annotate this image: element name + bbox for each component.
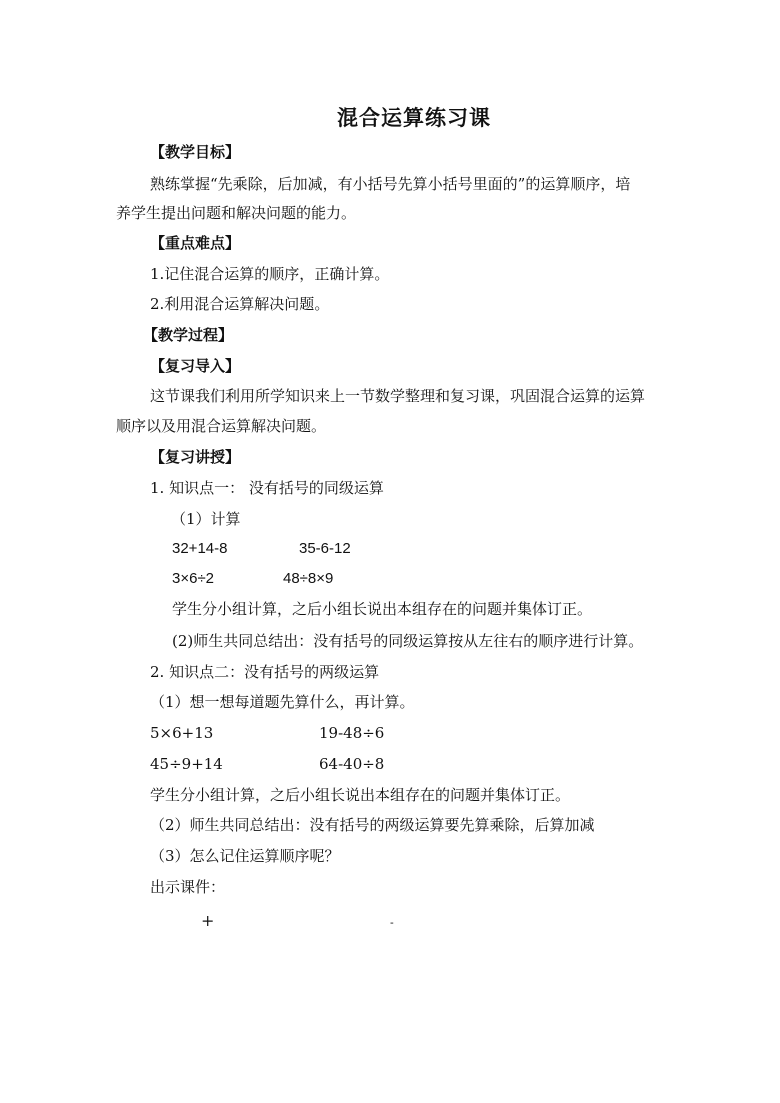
expression-5: 5×6+13 — [150, 724, 214, 742]
expression-2: 35-6-12 — [299, 540, 351, 557]
difficulties-heading: 【重点难点】 — [150, 234, 241, 252]
process-heading: 【教学过程】 — [143, 326, 234, 344]
expression-8: 64-40÷8 — [319, 755, 385, 773]
summary-point-1: (2)师生共同总结出：没有括号的同级运算按从左往右的顺序进行计算。 — [172, 632, 644, 650]
knowledge-point-2-sub1: （1）想一想每道题先算什么，再计算。 — [150, 693, 415, 711]
difficulty-item-1: 1.记住混合运算的顺序，正确计算。 — [150, 265, 390, 283]
expression-7: 45÷9+14 — [150, 755, 223, 773]
knowledge-point-2: 2. 知识点二：没有括号的两级运算 — [150, 663, 380, 681]
expression-3: 3×6÷2 — [172, 570, 215, 587]
difficulty-item-2: 2.利用混合运算解决问题。 — [150, 295, 330, 313]
group-work-note-2: 学生分小组计算，之后小组长说出本组存在的问题并集体订正。 — [150, 786, 571, 804]
expression-1: 32+14-8 — [172, 540, 228, 557]
courseware-label: 出示课件： — [150, 878, 226, 896]
review-intro-line1: 这节课我们利用所学知识来上一节数学整理和复习课，巩固混合运算的运算 — [150, 387, 646, 405]
minus-sign: - — [390, 916, 394, 929]
objectives-text-line1: 熟练掌握“先乘除，后加减，有小括号先算小括号里面的”的运算顺序，培 — [150, 175, 631, 193]
objectives-text-line2: 养学生提出问题和解决问题的能力。 — [116, 204, 357, 222]
expression-6: 19-48÷6 — [319, 724, 385, 742]
document-title: 混合运算练习课 — [337, 106, 491, 130]
knowledge-point-1: 1. 知识点一： 没有括号的同级运算 — [150, 479, 384, 497]
plus-sign: + — [201, 911, 215, 930]
review-intro-heading: 【复习导入】 — [150, 357, 241, 375]
knowledge-point-1-sub1: （1）计算 — [171, 510, 241, 528]
summary-point-2: （2）师生共同总结出：没有括号的两级运算要先算乘除，后算加减 — [150, 816, 595, 834]
review-lecture-heading: 【复习讲授】 — [150, 448, 241, 466]
review-intro-line2: 顺序以及用混合运算解决问题。 — [116, 417, 327, 435]
question-point-2: （3）怎么记住运算顺序呢？ — [150, 847, 340, 865]
expression-4: 48÷8×9 — [283, 570, 334, 587]
group-work-note-1: 学生分小组计算，之后小组长说出本组存在的问题并集体订正。 — [172, 600, 593, 618]
objectives-heading: 【教学目标】 — [150, 143, 241, 161]
